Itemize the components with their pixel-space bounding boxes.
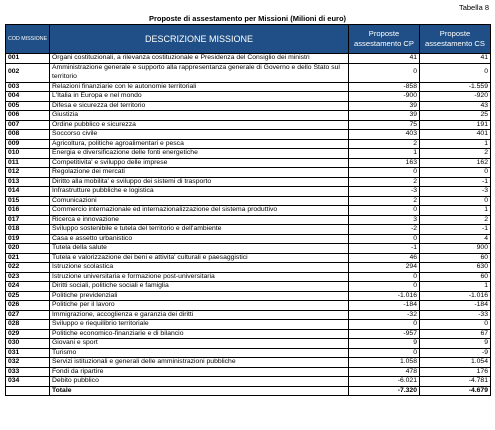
proposal-cs: 0	[420, 320, 491, 330]
proposal-cp: 2	[349, 177, 420, 187]
mission-code: 007	[6, 120, 50, 130]
mission-description: Tutela e valorizzazione dei beni e attivita' culturali e paesaggistici	[50, 253, 349, 263]
proposal-cs: 630	[420, 263, 491, 273]
table-row	[6, 272, 491, 282]
proposal-cs: -3	[420, 187, 491, 197]
mission-code: 030	[6, 339, 50, 349]
proposal-cs: 0	[420, 168, 491, 178]
table-row	[6, 291, 491, 301]
mission-description: Istruzione scolastica	[50, 263, 349, 273]
proposal-cp: 2	[349, 196, 420, 206]
header-row	[6, 25, 491, 54]
total-cp: -7.320	[349, 386, 420, 396]
table-title: Proposte di assestamento per Missioni (Milioni di euro)	[148, 14, 347, 23]
mission-description: Politiche economico-finanziarie e di bilancio	[50, 329, 349, 339]
table-row	[6, 130, 491, 140]
proposal-cs: 0	[420, 196, 491, 206]
header-description: DESCRIZIONE MISSIONE	[50, 25, 349, 54]
table-row	[6, 215, 491, 225]
table-row	[6, 329, 491, 339]
mission-code: 027	[6, 310, 50, 320]
table-row	[6, 92, 491, 102]
mission-code: 001	[6, 54, 50, 64]
table-row	[6, 234, 491, 244]
mission-description: Organi costituzionali, a rilevanza costituzionale e Presidenza del Consiglio dei ministri	[50, 54, 349, 64]
table-row	[6, 244, 491, 254]
proposal-cp: -184	[349, 301, 420, 311]
proposal-cs: -1	[420, 225, 491, 235]
proposal-cp: 39	[349, 101, 420, 111]
proposal-cs: 176	[420, 367, 491, 377]
table-row	[6, 111, 491, 121]
proposal-cp: -900	[349, 92, 420, 102]
table-row	[6, 63, 491, 82]
mission-description: Turismo	[50, 348, 349, 358]
mission-description: Regolazione dei mercati	[50, 168, 349, 178]
proposal-cp: -1	[349, 244, 420, 254]
proposal-cs: 1	[420, 206, 491, 216]
mission-code: 023	[6, 272, 50, 282]
mission-description: Diritto alla mobilita' e sviluppo dei sistemi di trasporto	[50, 177, 349, 187]
mission-code: 009	[6, 139, 50, 149]
proposal-cp: 0	[349, 320, 420, 330]
table-row	[6, 310, 491, 320]
mission-code: 025	[6, 291, 50, 301]
mission-code: 017	[6, 215, 50, 225]
mission-description: Istruzione universitaria e formazione post-universitaria	[50, 272, 349, 282]
table-row	[6, 158, 491, 168]
mission-code: 022	[6, 263, 50, 273]
mission-description: L'Italia in Europa e nel mondo	[50, 92, 349, 102]
mission-code: 015	[6, 196, 50, 206]
header-cp: Proposte assestamento CP	[349, 25, 420, 54]
proposal-cp: 75	[349, 120, 420, 130]
table-row	[6, 82, 491, 92]
proposal-cs: -1	[420, 177, 491, 187]
mission-code: 010	[6, 149, 50, 159]
proposal-cs: 1	[420, 139, 491, 149]
mission-code: 020	[6, 244, 50, 254]
table-row	[6, 206, 491, 216]
table-row	[6, 339, 491, 349]
mission-description: Ricerca e innovazione	[50, 215, 349, 225]
proposal-cs: 41	[420, 54, 491, 64]
mission-description: Soccorso civile	[50, 130, 349, 140]
mission-code: 031	[6, 348, 50, 358]
table-row	[6, 149, 491, 159]
proposal-cs: 60	[420, 272, 491, 282]
proposal-cp: 0	[349, 272, 420, 282]
mission-description: Infrastrutture pubbliche e logistica	[50, 187, 349, 197]
mission-code: 018	[6, 225, 50, 235]
mission-description: Ordine pubblico e sicurezza	[50, 120, 349, 130]
proposal-cp: 0	[349, 234, 420, 244]
proposal-cp: 41	[349, 54, 420, 64]
proposal-cp: 0	[349, 348, 420, 358]
table-row	[6, 101, 491, 111]
proposal-cp: 9	[349, 339, 420, 349]
total-row	[6, 386, 491, 396]
proposal-cs: -33	[420, 310, 491, 320]
proposal-cs: -4.781	[420, 377, 491, 387]
mission-code: 013	[6, 177, 50, 187]
mission-description: Sviluppo e riequilibrio territoriale	[50, 320, 349, 330]
mission-description: Casa e assetto urbanistico	[50, 234, 349, 244]
table-row	[6, 187, 491, 197]
proposal-cs: -1.016	[420, 291, 491, 301]
proposal-cp: 478	[349, 367, 420, 377]
mission-code: 002	[6, 63, 50, 82]
proposal-cs: 4	[420, 234, 491, 244]
mission-description: Giustizia	[50, 111, 349, 121]
mission-code: 005	[6, 101, 50, 111]
mission-description: Commercio internazionale ed internazionalizzazione del sistema produttivo	[50, 206, 349, 216]
proposal-cs: 1	[420, 282, 491, 292]
proposal-cs: 67	[420, 329, 491, 339]
mission-code: 003	[6, 82, 50, 92]
mission-code: 029	[6, 329, 50, 339]
proposal-cp: 1	[349, 149, 420, 159]
mission-code: 032	[6, 358, 50, 368]
proposal-cp: 1.058	[349, 358, 420, 368]
proposal-cp: 0	[349, 168, 420, 178]
mission-code: 028	[6, 320, 50, 330]
table-row	[6, 348, 491, 358]
mission-description: Giovani e sport	[50, 339, 349, 349]
table-row	[6, 320, 491, 330]
mission-description: Debito pubblico	[50, 377, 349, 387]
mission-description: Competitivita' e sviluppo delle imprese	[50, 158, 349, 168]
proposal-cp: 0	[349, 63, 420, 82]
table-row	[6, 168, 491, 178]
proposal-cs: 2	[420, 149, 491, 159]
mission-code: 008	[6, 130, 50, 140]
mission-code: 034	[6, 377, 50, 387]
mission-description: Politiche previdenziali	[50, 291, 349, 301]
header-code: COD MISSIONE	[6, 25, 50, 54]
proposal-cs: 25	[420, 111, 491, 121]
mission-code: 011	[6, 158, 50, 168]
mission-code: 021	[6, 253, 50, 263]
table-row	[6, 225, 491, 235]
table-row	[6, 120, 491, 130]
total-code-cell	[6, 386, 50, 396]
proposal-cs: 401	[420, 130, 491, 140]
proposal-cs: 162	[420, 158, 491, 168]
table-body	[6, 54, 491, 387]
proposal-cs: 1.054	[420, 358, 491, 368]
table-row	[6, 253, 491, 263]
mission-description: Servizi istituzionali e generali delle amministrazioni pubbliche	[50, 358, 349, 368]
proposal-cp: -6.021	[349, 377, 420, 387]
proposal-cp: 163	[349, 158, 420, 168]
proposal-cs: 191	[420, 120, 491, 130]
table-row	[6, 139, 491, 149]
mission-description: Sviluppo sostenibile e tutela del territorio e dell'ambiente	[50, 225, 349, 235]
table-row	[6, 263, 491, 273]
mission-description: Amministrazione generale e supporto alla rappresentanza generale di Governo e dello Stato sul territorio	[50, 63, 349, 82]
proposal-cs: 2	[420, 215, 491, 225]
proposal-cp: 403	[349, 130, 420, 140]
total-cs: -4.679	[420, 386, 491, 396]
proposal-cs: 0	[420, 63, 491, 82]
proposal-cp: 3	[349, 215, 420, 225]
proposal-cp: 2	[349, 139, 420, 149]
table-number-label: Tabella 8	[458, 3, 489, 12]
proposal-cp: -957	[349, 329, 420, 339]
mission-code: 012	[6, 168, 50, 178]
proposal-cs: 60	[420, 253, 491, 263]
proposal-cs: -184	[420, 301, 491, 311]
mission-code: 004	[6, 92, 50, 102]
proposal-cp: 0	[349, 282, 420, 292]
mission-code: 026	[6, 301, 50, 311]
mission-code: 024	[6, 282, 50, 292]
proposal-cp: -32	[349, 310, 420, 320]
proposal-cp: 0	[349, 206, 420, 216]
header-cs: Proposte assestamento CS	[420, 25, 491, 54]
mission-description: Diritti sociali, politiche sociali e famiglia	[50, 282, 349, 292]
proposal-cp: 294	[349, 263, 420, 273]
proposal-cp: 46	[349, 253, 420, 263]
mission-description: Fondi da ripartire	[50, 367, 349, 377]
proposal-cp: -3	[349, 187, 420, 197]
mission-code: 033	[6, 367, 50, 377]
total-label: Totale	[50, 386, 349, 396]
mission-description: Agricoltura, politiche agroalimentari e pesca	[50, 139, 349, 149]
missions-table	[5, 24, 491, 396]
mission-description: Tutela della salute	[50, 244, 349, 254]
mission-code: 014	[6, 187, 50, 197]
mission-description: Politiche per il lavoro	[50, 301, 349, 311]
proposal-cs: -920	[420, 92, 491, 102]
mission-description: Immigrazione, accoglienza e garanzia dei diritti	[50, 310, 349, 320]
proposal-cp: -858	[349, 82, 420, 92]
proposal-cs: 900	[420, 244, 491, 254]
proposal-cs: 9	[420, 339, 491, 349]
mission-description: Relazioni finanziarie con le autonomie territoriali	[50, 82, 349, 92]
table-row	[6, 367, 491, 377]
proposal-cp: 39	[349, 111, 420, 121]
proposal-cs: -9	[420, 348, 491, 358]
mission-code: 016	[6, 206, 50, 216]
table-row	[6, 54, 491, 64]
mission-description: Comunicazioni	[50, 196, 349, 206]
mission-code: 019	[6, 234, 50, 244]
mission-description: Energia e diversificazione delle fonti energetiche	[50, 149, 349, 159]
table-row	[6, 301, 491, 311]
table-row	[6, 358, 491, 368]
mission-code: 006	[6, 111, 50, 121]
table-row	[6, 177, 491, 187]
table-row	[6, 196, 491, 206]
table-row	[6, 377, 491, 387]
proposal-cs: 43	[420, 101, 491, 111]
mission-description: Difesa e sicurezza del territorio	[50, 101, 349, 111]
proposal-cs: -1.559	[420, 82, 491, 92]
table-row	[6, 282, 491, 292]
proposal-cp: -1.016	[349, 291, 420, 301]
proposal-cp: -2	[349, 225, 420, 235]
